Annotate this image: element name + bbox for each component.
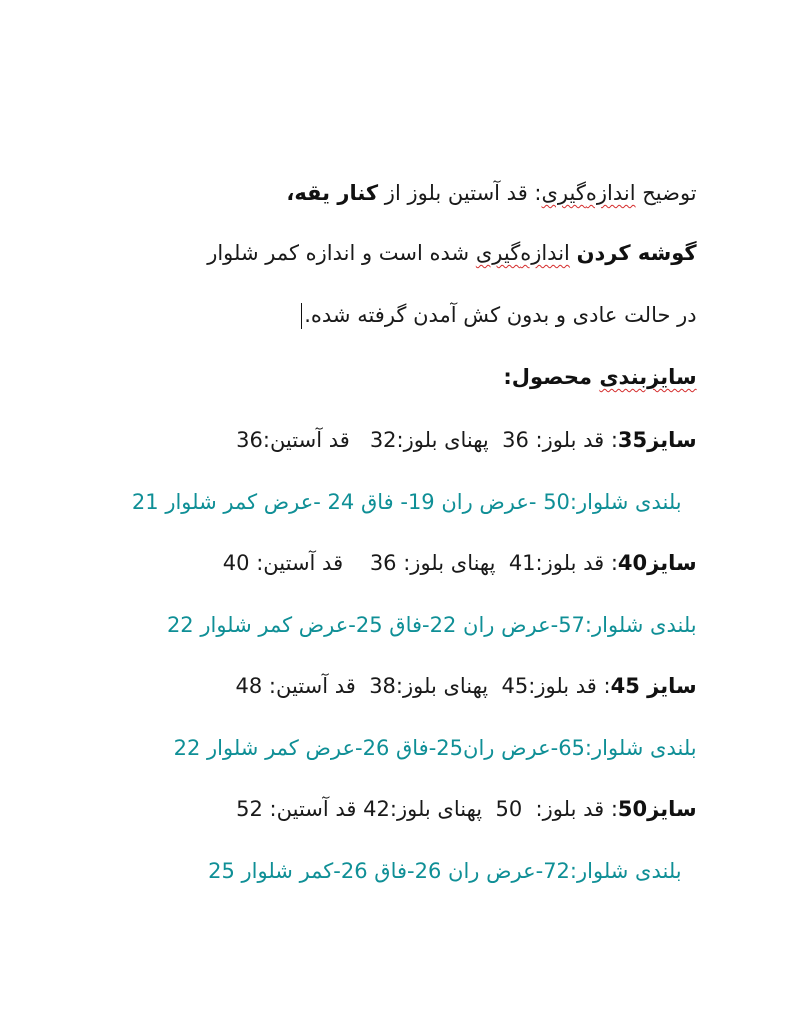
description-text: شده است و اندازه کمر شلوار <box>207 241 476 265</box>
description-text: در حالت عادی و بدون کش آمدن گرفته شده. <box>304 303 697 327</box>
description-text: توضیح <box>635 181 697 205</box>
size-35-pants <box>132 457 695 517</box>
bold-punctuation: ، <box>286 181 295 205</box>
pants-measurements: بلندی شلوار:50 -عرض ران 19- فاق 24 -عرض کمر شلوار 21 <box>131 490 682 514</box>
blouse-measurements: : قد بلوز: 50 پهنای بلوز:42 قد آستین: 52 <box>236 797 618 821</box>
heading-word: محصول: <box>503 365 600 389</box>
size-40-blouse <box>223 518 710 578</box>
description-text <box>570 241 577 265</box>
blouse-measurements: : قد بلوز:41 پهنای بلوز: 36 قد آستین: 40 <box>222 551 618 575</box>
size-50-pants <box>208 826 695 886</box>
bold-term: کنار یقه <box>294 181 379 205</box>
size-label: سایز40 <box>617 551 697 575</box>
size-50-blouse <box>236 764 710 824</box>
description-line-1 <box>286 148 710 208</box>
misspelled-word: اندازه‌گیری <box>541 181 636 205</box>
description-text: : قد آستین بلوز از <box>378 181 542 205</box>
pants-measurements: بلندی شلوار:72-عرض ران 26-فاق 26-کمر شلوار 25 <box>208 859 682 883</box>
bold-term: گوشه کردن <box>576 241 697 265</box>
misspelled-word: اندازه‌گیری <box>475 241 570 265</box>
size-40-pants <box>167 580 710 640</box>
size-45-pants <box>174 703 710 763</box>
size-label: سایز 45 <box>610 674 697 698</box>
heading-word: سایزبندی <box>599 365 697 389</box>
size-45-blouse <box>236 641 710 701</box>
size-label: سایز35 <box>617 428 697 452</box>
text-cursor <box>301 303 302 329</box>
sizing-heading <box>503 332 710 392</box>
size-label: سایز50 <box>617 797 697 821</box>
blouse-measurements: : قد بلوز:45 پهنای بلوز:38 قد آستین: 48 <box>235 674 611 698</box>
pants-measurements: بلندی شلوار:65-عرض ران25-فاق 26-عرض کمر شلوار 22 <box>173 736 697 760</box>
description-line-2 <box>207 208 710 268</box>
blouse-measurements: : قد بلوز: 36 پهنای بلوز:32 قد آستین:36 <box>236 428 618 452</box>
pants-measurements: بلندی شلوار:57-عرض ران 22-فاق 25-عرض کمر شلوار 22 <box>166 613 697 637</box>
description-line-3 <box>301 270 710 330</box>
size-35-blouse <box>236 395 710 455</box>
